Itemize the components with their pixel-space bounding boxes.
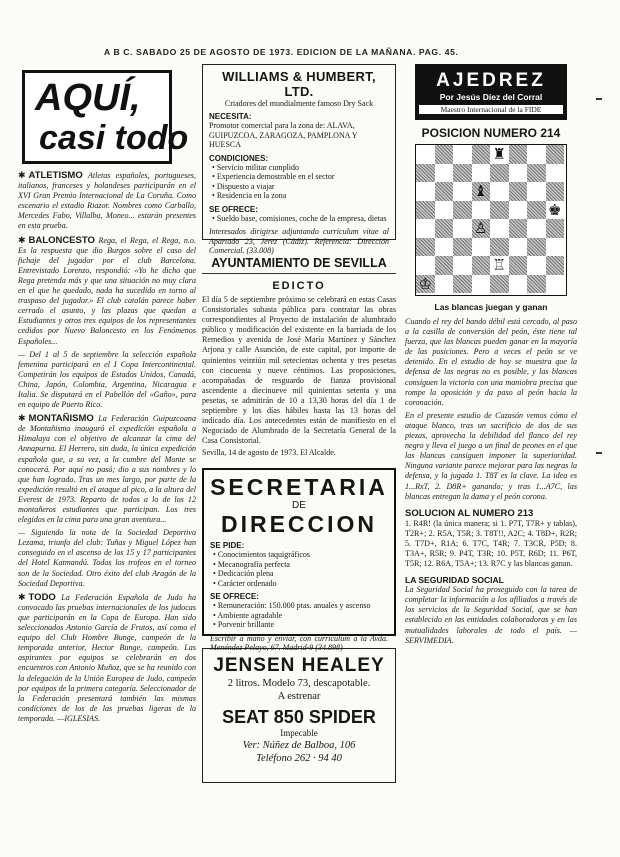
board-square — [453, 164, 472, 183]
condicion-item: • Experiencia demostrable en el sector — [209, 172, 389, 182]
board-square — [546, 145, 565, 164]
board-caption: Las blancas juegan y ganan — [434, 302, 548, 312]
ajedrez-author-title: Maestro Internacional de la FIDE — [419, 105, 563, 114]
board-square — [416, 164, 435, 183]
section-text: Atletas españoles, portugueses, italianos, franceses y holandeses participarán en el XVI Gran Premio Internacional de La Coruña. Como escenario el estadio Riazor. Nombres como Carballo, Mercedes Fabo, Villalba, Moneo... estarán presentes en esta prueba. — [18, 171, 196, 231]
section-head: BALONCESTO — [28, 234, 95, 246]
margin-mark — [596, 452, 602, 454]
seat-sub: Impecable — [280, 728, 318, 739]
section-text: La Federación Guipuzcoana de Montañismo inauguró el expedición española a Himalaya con el objetivo de alcanzar la cima del Annapurna. El Herrero, sin duda, la única expedición española que, a su vez, a la cumbre del Monte se conocerá. Por aquí no pasó; dio a sus nombres y lo que han logrado. Tras un mes largo, por parte de la expedición resultó en el ataque al pico, a la altura del Everest de 1973. Reparto de todos a lo de los 12 montañeros estudiantes que participan. Los tres elegidos en la cima para una gran aventura... — [18, 414, 196, 525]
board-square — [509, 275, 528, 294]
title-line-2: casi todo — [39, 119, 189, 157]
solucion-title: SOLUCION AL NUMERO 213 — [405, 507, 534, 519]
seguridad-title: LA SEGURIDAD SOCIAL — [405, 575, 504, 586]
board-square — [453, 145, 472, 164]
board-square — [490, 219, 509, 238]
jensen-healey-ad — [202, 648, 396, 783]
ajedrez-banner — [415, 64, 567, 120]
section-head: ATLETISMO — [28, 170, 83, 181]
black-bishop-piece: ♝ — [474, 182, 488, 200]
board-square — [490, 238, 509, 257]
board-square — [490, 164, 509, 183]
williams-humbert-ad — [202, 64, 396, 255]
black-king-piece: ♚ — [548, 200, 562, 219]
board-square — [509, 145, 528, 164]
condicion-item: • Servicio militar cumplido — [209, 163, 389, 173]
section-text: — Del 1 al 5 de septiembre la selección española femenina participará en el I Copa Intercontinental. Competirán los equipos de Estados Unidos, Canadá, China, Japón, Colombia, Argentina, Nicaragua e Italia. Se disputará en el Pabellón del «Gaño», para en equipo de Puerto Rico. — [18, 349, 196, 410]
seat-title: SEAT 850 SPIDER — [222, 707, 376, 728]
board-square — [435, 145, 454, 164]
section-text: Rega, el Rega, el Rega, n.o. Es la respuesta que dio Burgos sobre el caso del fichaje del jugador por el club Barcelona. Entrevistado Lorenzo, respondió: «Yo he dicho que Rega pretenda más y que una situación no muy clara en el que he quedado, nada ha sucedido en torno al traspaso del jugador.» El club catalán parece haber cerrado el asunto, y las plazas que quedan a Estudiantes y otros tres equipos de los representantes cedidos por Nuevo Baloncesto en los Fenómenos Españoles... — [18, 235, 196, 346]
ofrece-label: SE OFRECE: — [209, 204, 258, 214]
chess-text-2: En el presente estudio de Cazasón vemos cómo el ataque blanco, tras un sacrificio de dos de sus piezas, aprovecha la debilidad del flanco del rey negro y lleva el juego a un final de peones en el que las blancas consiguen imponer la superioridad. Ninguna variante parece mejorar para las negras la defensa, y la jugada 1. T8T es la clave. La idea es 1...RxT, 2. D8R+ ganando; y tras 1...A7C, las blancas entregan la dama y el peón corona. — [405, 410, 577, 501]
board-square — [453, 256, 472, 275]
board-square — [472, 164, 491, 183]
board-square — [509, 182, 528, 201]
edicto-sign: Sevilla, 14 de agosto de 1973. El Alcalde. — [202, 448, 336, 458]
pide-item: • Conocimientos taquigráficos — [210, 550, 388, 560]
jensen-phone: Teléfono 262 · 94 40 — [256, 753, 342, 765]
white-king-piece: ♔ — [418, 274, 432, 293]
condicion-item: • Dispuesto a viajar — [209, 182, 389, 192]
board-square — [490, 182, 509, 201]
board-square — [527, 219, 546, 238]
section-text: La Federación Española de Judo ha convocado las pruebas internacionales de los judocas que participarán en la Copa de Europa. Han sido seleccionados Antonio García de Frutos, así como el equipo del Club Hombre Bunge, campeón de la temporada anterior, Hector Bunge, campeón. Las aspirantes por equipos se celebrarán en dos encuentros con Antonio Muñoz, que se ha reunido con la delegación de la Unión Europea de Judo, campeón por equipos de la primera categoría. Seleccionador de la Federación presentará también las mismas condiciones de los de las pruebas ligeras de la temporada. —IGLESIAS. — [18, 592, 196, 723]
necesita-label: NECESITA: — [209, 112, 252, 121]
ad-subtitle: Criadores del mundialmente famoso Dry Sack — [224, 99, 374, 108]
board-square — [453, 238, 472, 257]
ad-title: WILLIAMS & HUMBERT, LTD. — [222, 69, 376, 99]
pide-item: • Dedicación plena — [210, 569, 388, 579]
secretaria-word: SECRETARIA — [210, 474, 388, 501]
board-square — [509, 256, 528, 275]
board-square — [509, 238, 528, 257]
aqui-casi-todo-title — [22, 70, 189, 164]
section-baloncesto — [18, 235, 196, 347]
ofrece-item: • Sueldo base, comisiones, coche de la empresa, dietas — [209, 214, 389, 224]
edicto-title: EDICTO — [272, 280, 326, 292]
board-square — [472, 275, 491, 294]
board-square — [472, 145, 491, 164]
ofrece-label: SE OFRECE: — [210, 592, 259, 602]
secretaria-ad — [202, 468, 396, 653]
star-icon: ✱ — [18, 234, 26, 245]
section-montanismo-note — [18, 528, 196, 589]
pide-item: • Carácter ordenado — [210, 579, 388, 589]
board-square — [527, 182, 546, 201]
ofrece-item: • Ambiente agradable — [210, 611, 388, 621]
section-montanismo — [18, 413, 196, 525]
board-square — [509, 164, 528, 183]
board-square — [546, 256, 565, 275]
margin-mark — [596, 98, 602, 100]
section-head: TODO — [28, 591, 56, 603]
ajedrez-author: Por Jesús Díez del Corral — [439, 92, 543, 102]
jensen-address: Ver: Núñez de Balboa, 106 — [242, 740, 356, 752]
board-square — [435, 164, 454, 183]
chess-board — [415, 144, 567, 296]
board-square — [416, 201, 435, 220]
ofrece-item: • Remuneración: 150.000 ptas. anuales y ascenso — [210, 601, 388, 611]
title-line-1: AQUÍ, — [35, 77, 141, 119]
board-square — [546, 238, 565, 257]
board-square — [527, 164, 546, 183]
board-square — [546, 275, 565, 294]
board-square — [416, 145, 435, 164]
black-rook-piece: ♜ — [492, 145, 506, 163]
board-square — [546, 182, 565, 201]
section-baloncesto-note — [18, 350, 196, 411]
ad-footer: Escribir a mano y enviar, con currículum a la Avda. Menéndez Pelayo, 67. Madrid-9 (34.898) — [210, 633, 388, 653]
ayuntamiento-title: AYUNTAMIENTO DE SEVILLA — [202, 256, 396, 274]
section-atletismo — [18, 170, 196, 232]
board-square — [527, 145, 546, 164]
chess-text-1: Cuando el rey del bando débil está cercado, al paso a la casilla de conversión del peón, éste tiene tal fuerza, que las blancas pueden ganar en la mayoría de las posiciones. Pero a veces el peón se ve detenido. En el estudio de hoy se muestra que la defensa de las negras no es posible, y las blancas consiguen la victoria con una maniobra precisa que rompe la oposición y da paso al peón hacia la coronación. — [405, 317, 577, 407]
posicion-title: POSICION NUMERO 214 — [421, 126, 561, 140]
board-square — [453, 201, 472, 220]
section-head: MONTAÑISMO — [28, 413, 94, 425]
pide-item: • Mecanografía perfecta — [210, 560, 388, 570]
white-rook-piece: ♖ — [492, 256, 506, 274]
seguridad-text: La Seguridad Social ha proseguido con la tarea de completar la información a los afiliados a través de los servicios de la Seguridad Social, que se han establecido en las entidades colaboradoras y en las mutualidades laborales de todo el país. —SERVIMEDIA. — [405, 585, 577, 645]
star-icon: ✱ — [18, 170, 26, 180]
ads-column — [202, 62, 396, 842]
board-square — [527, 275, 546, 294]
board-square — [435, 238, 454, 257]
board-square — [490, 275, 509, 294]
board-square — [416, 219, 435, 238]
jensen-title: JENSEN HEALEY — [213, 655, 385, 677]
jensen-line: A estrenar — [277, 691, 321, 703]
board-square — [546, 164, 565, 183]
ofrece-item: • Porvenir brillante — [210, 620, 388, 630]
ajedrez-title: AJEDREZ — [436, 70, 546, 91]
board-square — [509, 219, 528, 238]
chess-column — [405, 62, 577, 842]
board-square — [453, 275, 472, 294]
pide-label: SE PIDE: — [210, 541, 245, 551]
board-square — [527, 256, 546, 275]
board-square — [435, 256, 454, 275]
white-pawn-piece: ♙ — [474, 219, 488, 237]
board-square — [416, 238, 435, 257]
board-square — [546, 219, 565, 238]
ad-footer: Interesados dirigirse adjuntando curriculum vitae al Apartado 23, Jerez (Cádiz). Referencia: Dirección Comercial. (33.008) — [209, 227, 389, 255]
section-text: — Siguiendo la nota de la Sociedad Deportiva Lezama, triunfo del club: Tuñas y Miguel López han conseguido en el ascenso de los 15 y 17 participantes del Hotel Katmandú. Todos los trofeos en el torneo son de la Sociedad. Otro éxito del club Aragón de la Sociedad Deportiva. — [18, 528, 196, 588]
board-square — [435, 275, 454, 294]
board-square — [416, 256, 435, 275]
board-square — [435, 182, 454, 201]
condiciones-label: CONDICIONES: — [209, 153, 269, 163]
board-square — [435, 219, 454, 238]
board-square — [527, 238, 546, 257]
jensen-line: 2 litros. Modelo 73, descapotable. — [227, 678, 371, 690]
de-word: DE — [292, 500, 306, 512]
direccion-word: DIRECCION — [220, 511, 378, 538]
necesita-text: Promotor comercial para la zona de: ALAVA, GUIPUZCOA, ZARAGOZA, PAMPLONA Y HUESCA — [209, 121, 358, 149]
board-square — [416, 182, 435, 201]
star-icon: ✱ — [18, 591, 26, 602]
star-icon: ✱ — [18, 413, 26, 424]
board-square — [472, 201, 491, 220]
board-square — [453, 219, 472, 238]
board-square — [509, 201, 528, 220]
board-square — [472, 256, 491, 275]
edicto-text: El día 5 de septiembre próximo se celebrará en estas Casas Consistoriales subasta pública para contratar las obras correspondientes al Proyecto de instalación de alumbrado público y modificación del existente en la barriada de los Remedios y avenida de José María Martínez y Sánchez Arjona y calle Asunción, de este capital, por importe de quinientos veintiún mil setecientas ochenta y tres pesetas con cincuenta y nueve céntimos. Las proposiciones, acompañadas de resguardo de fianza provisional ascendente a diecinueve mil quinientas setenta y una pesetas, se admitirán de 10 a 13,30 horas del día 1 de septiembre y los días hábiles hasta las 13 horas del indicado día. Los antecedentes están de manifiesto en el Negociado de Alumbrado de la Secretaría General de la Casa Consistorial. — [202, 295, 396, 446]
board-square — [435, 201, 454, 220]
solucion-text: 1. R4R! (la única manera; si 1. P7T, T7R+ y tablas), T2R+; 2. R5A, T5R; 3. T8T!!, A2C; 4. T8D+, R2R; 5. T7D+, R1A; 6. T7C, T4R; 7. T3CR, P5D; 8. T3A+, R5R; 9. P4T, T3R; 10. P5T, R6D; 11. P6T, T5R; 12. R6A, T5A+; 13. R7C y las blancas ganan. — [405, 518, 577, 569]
board-square — [472, 238, 491, 257]
board-square — [453, 182, 472, 201]
section-todo — [18, 592, 196, 724]
sports-column — [18, 62, 196, 842]
condicion-item: • Residencia en la zona — [209, 191, 389, 201]
page-header: A B C. SABADO 25 DE AGOSTO DE 1973. EDICION DE LA MAÑANA. PAG. 45. — [104, 47, 459, 57]
board-square — [527, 201, 546, 220]
board-square — [490, 201, 509, 220]
